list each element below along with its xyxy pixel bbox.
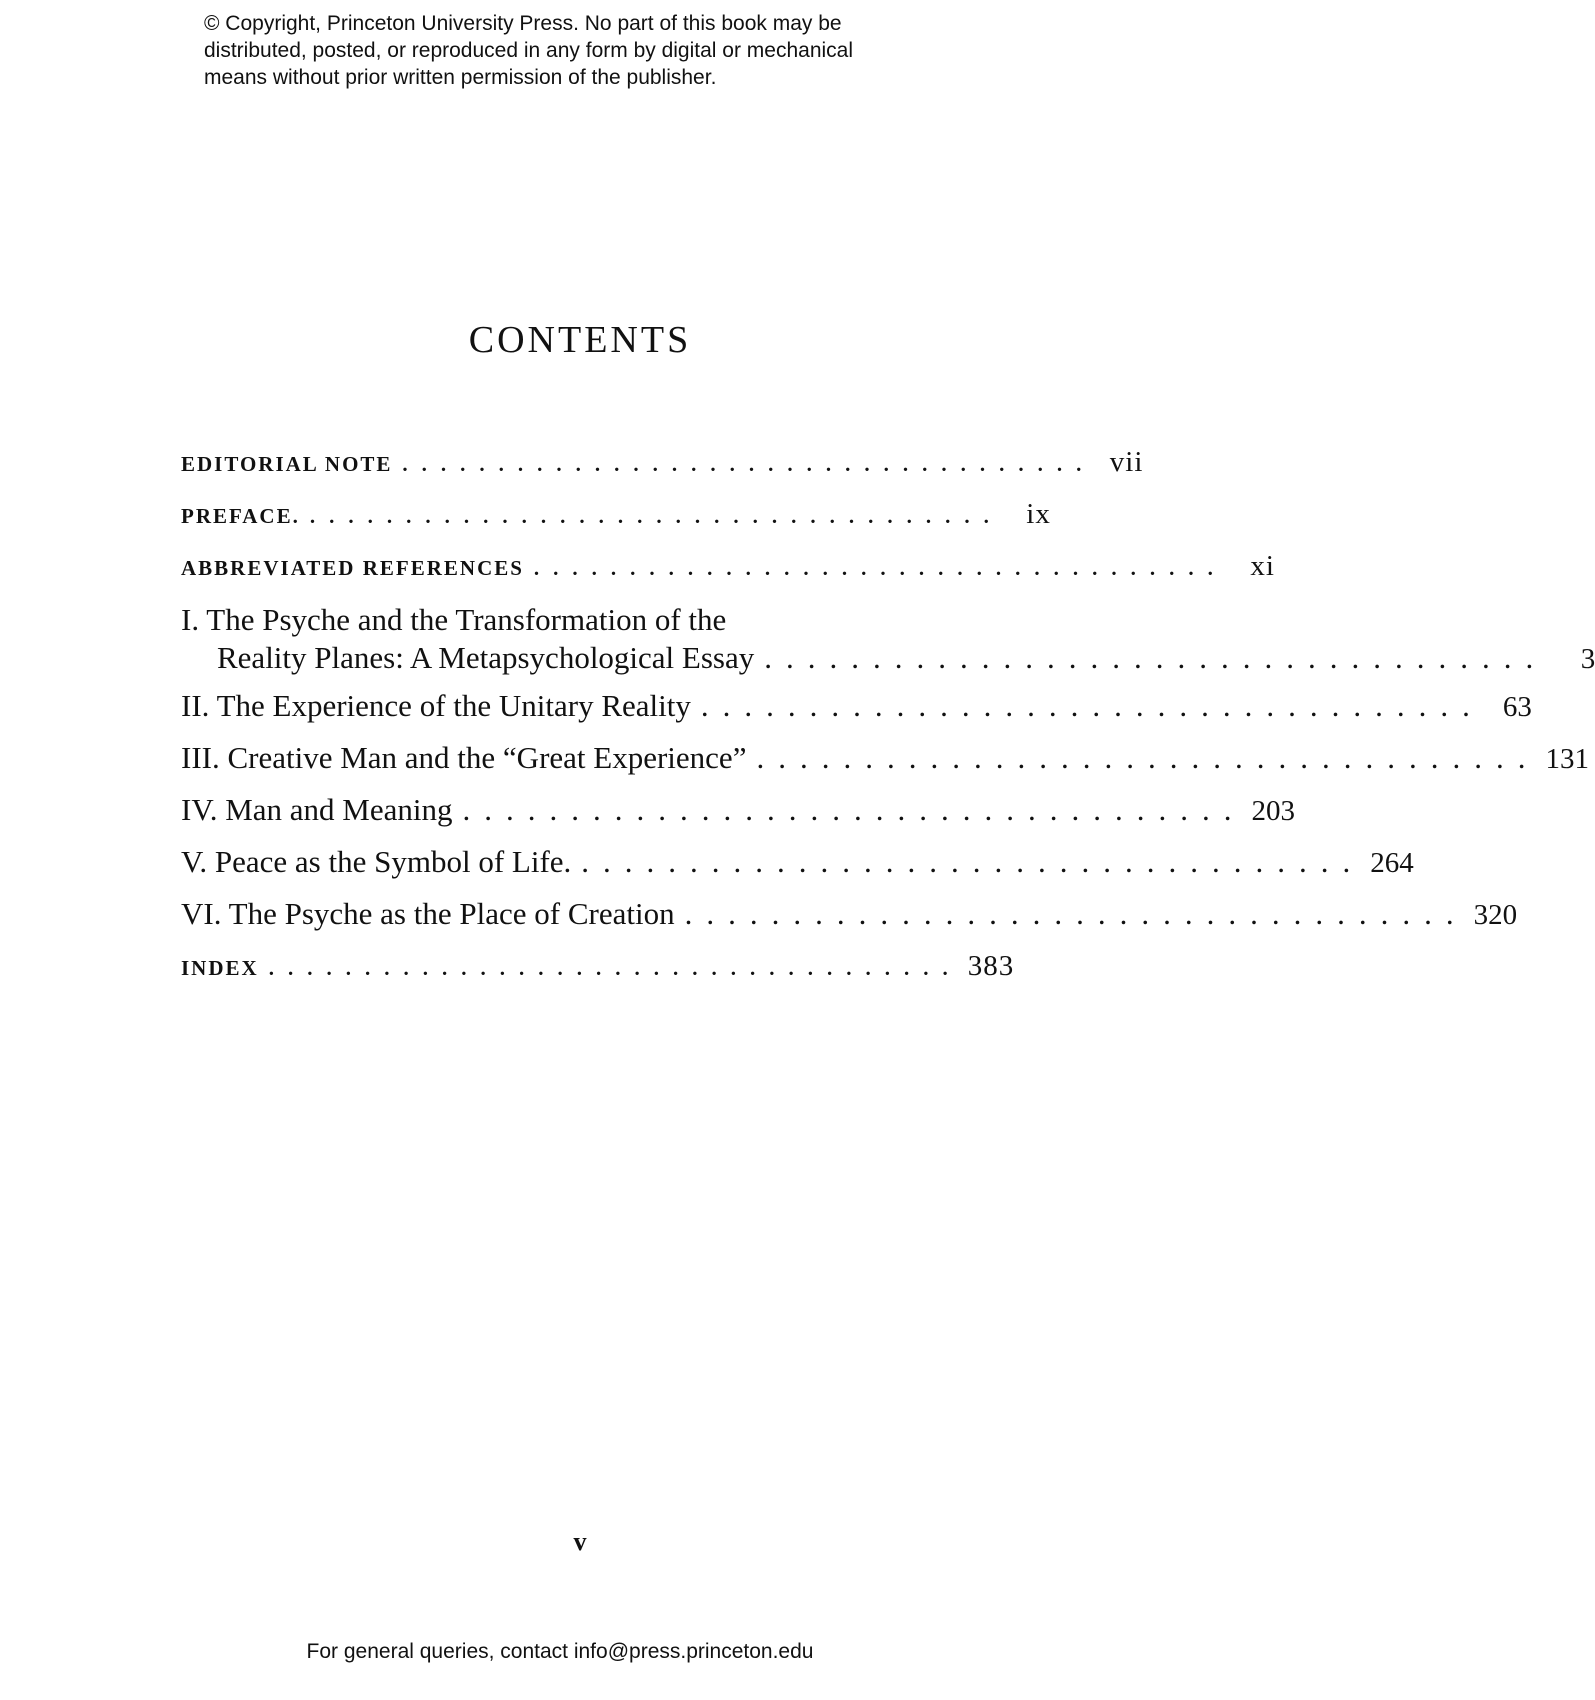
toc-entry-label: ABBREVIATED REFERENCES bbox=[181, 556, 524, 580]
toc-entry-label-line-1: I. The Psyche and the Transformation of the bbox=[181, 602, 727, 637]
toc-entry-label: II. The Experience of the Unitary Reality bbox=[181, 688, 691, 723]
toc-entry-editorial-note[interactable] bbox=[181, 446, 1144, 479]
dot-leader: .................................... bbox=[756, 740, 1540, 775]
toc-entry-chapter-2[interactable] bbox=[181, 688, 1532, 724]
dot-leader: .................................... bbox=[581, 844, 1365, 879]
copyright-line-1: © Copyright, Princeton University Press. No part of this book may be bbox=[204, 12, 842, 35]
toc-entry-page: xi bbox=[1250, 550, 1275, 582]
toc-entry-label: EDITORIAL NOTE bbox=[181, 452, 393, 476]
toc-entry-label: IV. Man and Meaning bbox=[181, 792, 453, 827]
toc-entry-page: 383 bbox=[967, 950, 1015, 982]
toc-entry-page: 3 bbox=[1580, 643, 1595, 675]
toc-entry-label-line-2: Reality Planes: A Metapsychological Essay bbox=[217, 640, 755, 675]
copyright-line-2: distributed, posted, or reproduced in any form by digital or mechanical bbox=[204, 39, 854, 62]
dot-leader: .................................... bbox=[309, 504, 1003, 528]
table-of-contents bbox=[181, 0, 1595, 1700]
toc-entry-page: ix bbox=[1026, 498, 1051, 530]
toc-entry-page: vii bbox=[1109, 446, 1144, 478]
toc-entry-page: 63 bbox=[1502, 691, 1532, 723]
toc-entry-chapter-5[interactable] bbox=[181, 844, 1414, 880]
page-number: v bbox=[573, 1527, 587, 1556]
toc-entry-abbreviated-references[interactable] bbox=[181, 550, 1275, 583]
toc-entry-chapter-6[interactable] bbox=[181, 896, 1518, 932]
toc-entry-page: 264 bbox=[1370, 847, 1414, 879]
toc-entry-page: 320 bbox=[1473, 899, 1518, 931]
dot-leader: .................................... bbox=[402, 452, 1096, 476]
toc-entry-chapter-1[interactable] bbox=[181, 600, 1595, 676]
toc-entry-preface[interactable] bbox=[181, 498, 1051, 531]
dot-leader: .................................... bbox=[700, 688, 1484, 723]
toc-entry-index[interactable] bbox=[181, 950, 1015, 983]
page-title: CONTENTS bbox=[468, 319, 692, 361]
toc-entry-page: 203 bbox=[1251, 795, 1295, 827]
dot-leader: .................................... bbox=[268, 956, 962, 980]
toc-entry-label: III. Creative Man and the “Great Experience” bbox=[181, 740, 747, 775]
toc-entry-chapter-3[interactable] bbox=[181, 740, 1589, 776]
toc-entry-chapter-4[interactable] bbox=[181, 792, 1295, 828]
dot-leader: .................................... bbox=[684, 896, 1468, 931]
footer-contact: For general queries, contact info@press.princeton.edu bbox=[306, 1640, 814, 1663]
copyright-line-3: means without prior written permission of the publisher. bbox=[204, 66, 717, 89]
dot-leader: .................................... bbox=[533, 556, 1227, 580]
toc-entry-page: 131 bbox=[1545, 743, 1589, 775]
toc-entry-label: VI. The Psyche as the Place of Creation bbox=[181, 896, 675, 931]
dot-leader: .................................... bbox=[764, 640, 1548, 675]
toc-entry-label: PREFACE. bbox=[181, 504, 300, 528]
toc-entry-label: INDEX bbox=[181, 956, 259, 980]
dot-leader: .................................... bbox=[462, 792, 1246, 827]
toc-entry-label: V. Peace as the Symbol of Life. bbox=[181, 844, 572, 879]
